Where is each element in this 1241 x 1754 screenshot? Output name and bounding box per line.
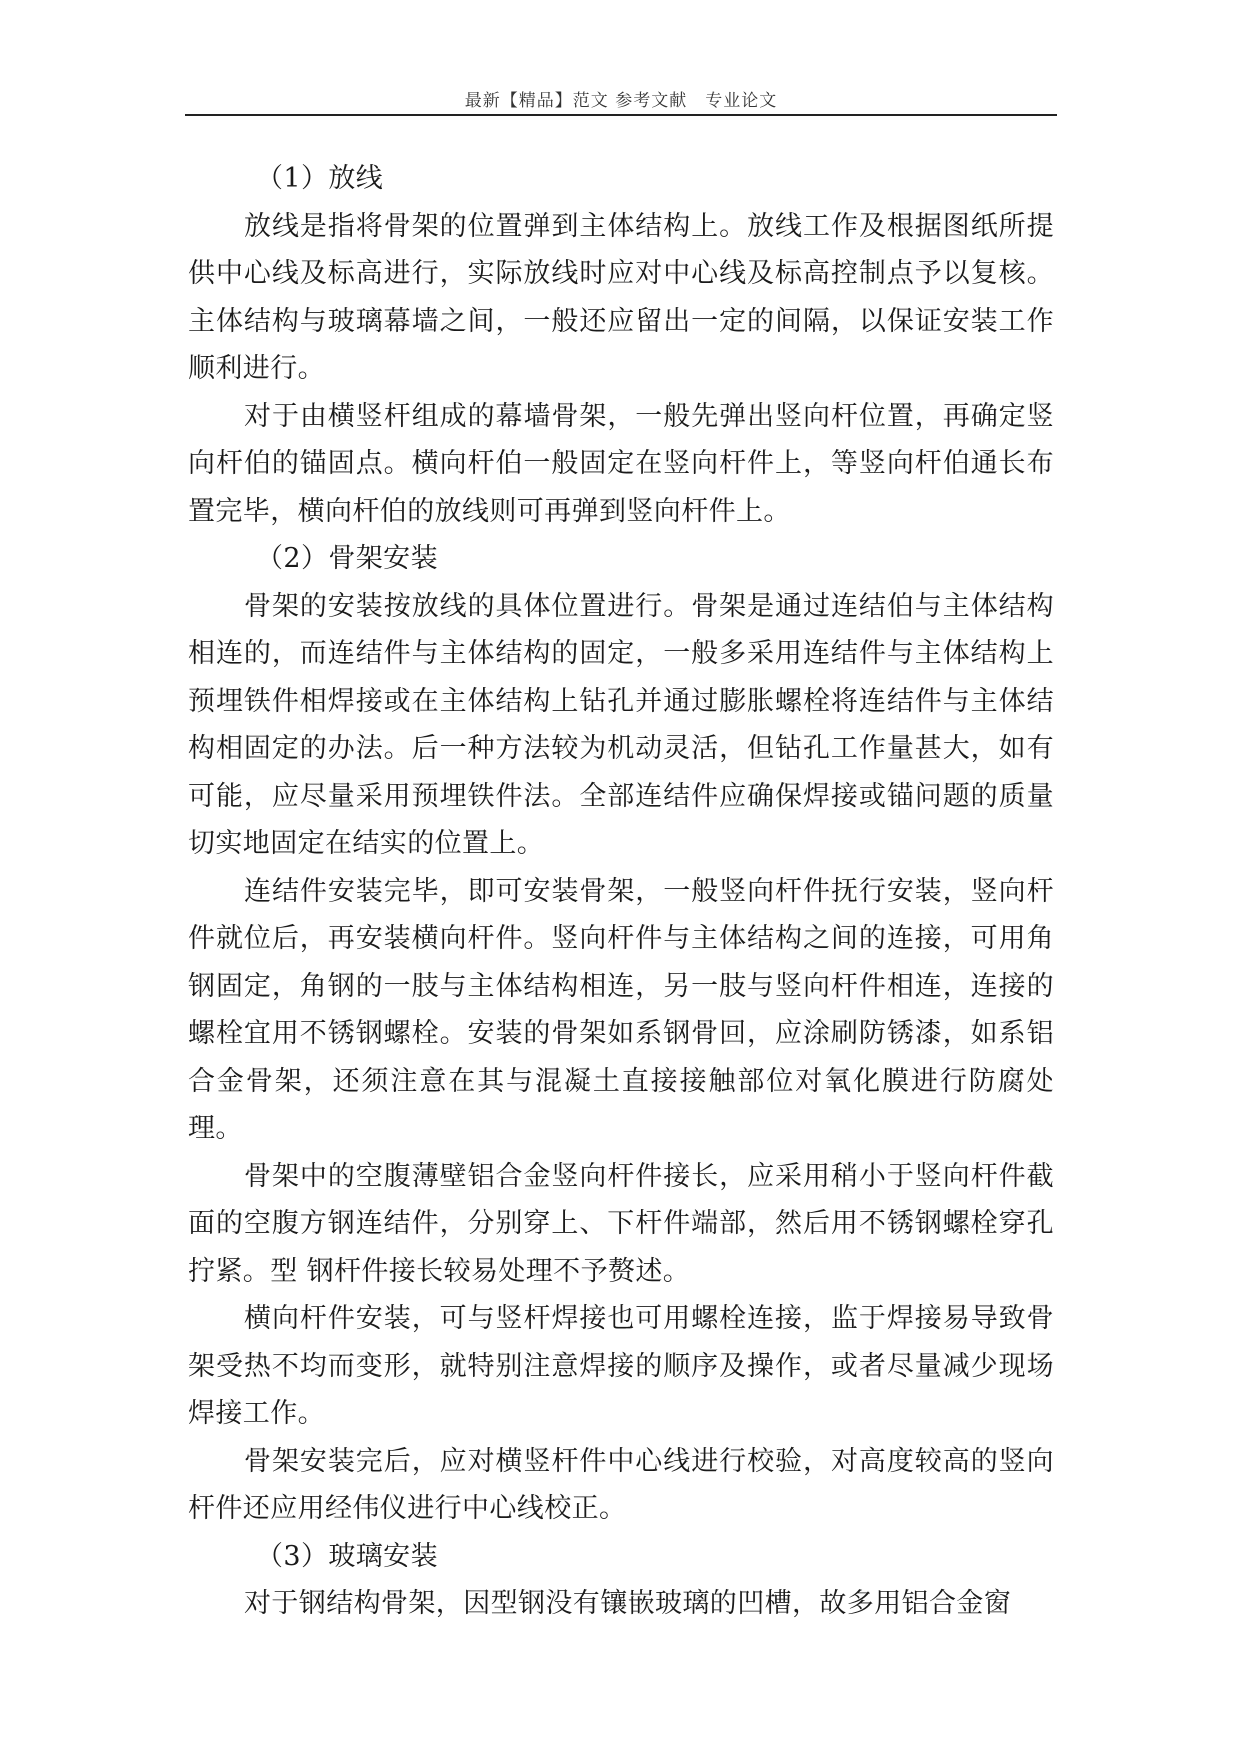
paragraph-frame-install: 骨架的安装按放线的具体位置进行。骨架是通过连结伯与主体结构相连的，而连结件与主体结构的固定，一般多采用连结件与主体结构上预埋铁件相焊接或在主体结构上钻孔并通过膨胀螺栓将连结件与主体结构相固定的办法。后一种方法较为机动灵活，但钻孔工作量甚大，如有可能，应尽量采用预埋铁件法。全部连结件应确保焊接或锚问题的质量切实地固定在结实的位置上。 (188, 590, 1054, 859)
paragraph-layout-definition: 放线是指将骨架的位置弹到主体结构上。放线工作及根据图纸所提供中心线及标高进行，实际放线时应对中心线及标高控制点予以复核。主体结构与玻璃幕墙之间，一般还应留出一定的间隔，以保证安装工作顺利进行。 (188, 210, 1054, 384)
header-divider (185, 114, 1057, 116)
section-heading-frame-install: （2）骨架安装 (256, 543, 438, 574)
page-header: 最新【精品】范文 参考文献 专业论文 (464, 91, 778, 111)
document-body (188, 155, 1054, 1628)
section-heading-layout: （1）放线 (256, 163, 384, 194)
paragraph-member-extension: 骨架中的空腹薄壁铝合金竖向杆件接长，应采用稍小于竖向杆件截面的空腹方钢连结件，分别穿上、下杆件端部，然后用不锈钢螺栓穿孔拧紧。型 钢杆件接长较易处理不予赘述。 (188, 1160, 1054, 1287)
paragraph-layout-frame: 对于由横竖杆组成的幕墙骨架，一般先弹出竖向杆位置，再确定竖向杆伯的锚固点。横向杆伯一般固定在竖向杆件上，等竖向杆伯通长布置完毕，横向杆伯的放线则可再弹到竖向杆件上。 (188, 400, 1054, 527)
paragraph-connector-install: 连结件安装完毕，即可安装骨架，一般竖向杆件抚行安装，竖向杆件就位后，再安装横向杆件。竖向杆件与主体结构之间的连接，可用角钢固定，角钢的一肢与主体结构相连，另一肢与竖向杆件相连，连接的螺栓宜用不锈钢螺栓。安装的骨架如系钢骨回，应涂刷防锈漆，如系铝合金骨架，还须注意在其与混凝土直接接触部位对氧化膜进行防腐处理。 (188, 875, 1054, 1144)
section-heading-glass-install: （3）玻璃安装 (256, 1540, 438, 1572)
paragraph-horizontal-member: 横向杆件安装，可与竖杆焊接也可用螺栓连接，监于焊接易导致骨架受热不均而变形，就特别注意焊接的顺序及操作，或者尽量减少现场焊接工作。 (188, 1303, 1054, 1429)
paragraph-glass-install: 对于钢结构骨架，因型钢没有镶嵌玻璃的凹槽，故多用铝合金窗 (244, 1588, 1012, 1619)
paragraph-frame-check: 骨架安装完后，应对横竖杆件中心线进行校验，对高度较高的竖向杆件还应用经伟仪进行中心线校正。 (188, 1445, 1054, 1524)
